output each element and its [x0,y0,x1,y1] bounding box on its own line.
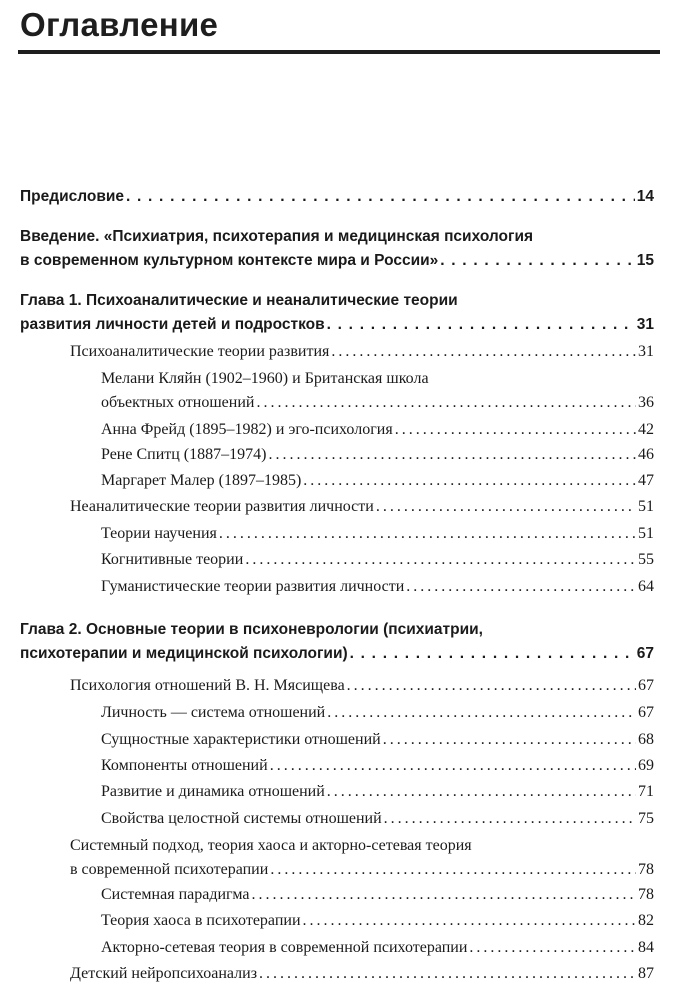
toc-page-number: 42 [638,421,654,438]
toc-entry-title: Акторно-сетевая теория в современной психотерапии [101,939,468,956]
toc-entry[interactable] [101,701,654,725]
toc-entry-title: Свойства целостной системы отношений [101,810,382,827]
toc-entry-title: Психология отношений В. Н. Мясищева [70,677,345,694]
toc-page-number: 31 [638,343,654,360]
dot-leader [219,522,636,546]
toc-page-number: 67 [636,645,654,662]
toc-page-number: 46 [638,446,654,463]
toc-entry-title: Компоненты отношений [101,757,268,774]
toc-entry[interactable] [101,418,654,442]
toc-entry-title-cont: в современном культурном контексте мира и России» [20,252,439,269]
toc-entry[interactable] [20,289,654,337]
dot-leader [327,701,636,725]
dot-leader [303,909,636,933]
toc-entry-title: Когнитивные теории [101,551,244,568]
toc-entry[interactable] [20,185,654,209]
toc-page-number: 14 [636,188,654,205]
toc-entry-title: Системная парадигма [101,886,250,903]
toc-entry[interactable] [70,834,654,882]
toc-entry-title-cont: психотерапии и медицинской психологии) [20,645,348,662]
toc-entry[interactable] [70,340,654,364]
dot-leader [440,249,634,273]
toc-page-number: 87 [638,965,654,982]
toc-entry[interactable] [70,674,654,698]
dot-leader [469,936,636,960]
toc-page-number: 51 [638,525,654,542]
dot-leader [268,443,636,467]
toc-entry[interactable] [101,754,654,778]
toc-page-number: 68 [638,731,654,748]
dot-leader [303,469,636,493]
toc-entry[interactable] [101,367,654,415]
dot-leader [347,674,636,698]
toc-page-number: 75 [638,810,654,827]
dot-leader [270,754,636,778]
toc-page-number: 15 [636,252,654,269]
dot-leader [406,575,636,599]
toc-entry-title: Предисловие [20,188,125,205]
toc-entry[interactable] [20,618,654,666]
toc-entry-title: Маргарет Малер (1897–1985) [101,472,302,489]
dot-leader [331,340,636,364]
dot-leader [252,883,636,907]
dot-leader [395,418,636,442]
toc-entry[interactable] [101,443,654,467]
toc-entry[interactable] [101,548,654,572]
toc-page-number: 67 [638,704,654,721]
toc-entry-title: Введение. «Психиатрия, психотерапия и медицинская психология [20,228,534,245]
toc-entry[interactable] [101,780,654,804]
toc-page-number: 78 [638,886,654,903]
toc-entry-title: Рене Спитц (1887–1974) [101,446,267,463]
toc-entry[interactable] [70,962,654,986]
dot-leader [126,185,635,209]
dot-leader [383,728,636,752]
page-title: Оглавление [20,6,219,43]
toc-entry[interactable] [101,728,654,752]
dot-leader [384,807,636,831]
toc-entry-title-cont: развития личности детей и подростков [20,316,325,333]
toc-entry-title: Теории научения [101,525,217,542]
toc-entry[interactable] [101,522,654,546]
dot-leader [259,962,636,986]
toc-entry-title-cont: объектных отношений [101,394,255,411]
toc-page-number: 55 [638,551,654,568]
toc-entry-title: Развитие и динамика отношений [101,783,325,800]
toc-entry-title: Гуманистические теории развития личности [101,578,405,595]
toc-entry-title: Личность — система отношений [101,704,326,721]
toc-entry[interactable] [101,469,654,493]
toc-page-number: 47 [638,472,654,489]
toc-entry-title: Теория хаоса в психотерапии [101,912,301,929]
dot-leader [327,313,635,337]
toc-entry[interactable] [70,495,654,519]
toc-page-number: 51 [638,498,654,515]
toc-page-number: 78 [638,861,654,878]
toc-entry[interactable] [20,225,654,273]
toc-entry-title: Системный подход, теория хаоса и акторно-сетевая теория [70,837,472,854]
toc-page-number: 69 [638,757,654,774]
toc-entry-title-cont: в современной психотерапии [70,861,269,878]
toc-entry-title: Детский нейропсихоанализ [70,965,258,982]
toc-entry-title: Глава 1. Психоаналитические и неаналитические теории [20,292,458,309]
toc-page-number: 64 [638,578,654,595]
dot-leader [270,858,636,882]
toc-entry[interactable] [101,575,654,599]
toc-page-number: 36 [638,394,654,411]
dot-leader [376,495,636,519]
toc-entry[interactable] [101,883,654,907]
toc-page-number: 84 [638,939,654,956]
toc-entry-title: Сущностные характеристики отношений [101,731,381,748]
toc-entry-title: Психоаналитические теории развития [70,343,330,360]
toc-page-number: 67 [638,677,654,694]
toc-entry-title: Неаналитические теории развития личности [70,498,374,515]
toc-page-number: 71 [638,783,654,800]
toc-entry-title: Мелани Кляйн (1902–1960) и Британская школа [101,370,429,387]
dot-leader [350,642,635,666]
toc-entry[interactable] [101,807,654,831]
toc-entry-title: Глава 2. Основные теории в психоневрологии (психиатрии, [20,621,483,638]
toc-entry-title: Анна Фрейд (1895–1982) и эго-психология [101,421,393,438]
toc-page-number: 82 [638,912,654,929]
toc-entry[interactable] [101,936,654,960]
toc-entry[interactable] [101,909,654,933]
dot-leader [256,391,636,415]
dot-leader [327,780,636,804]
dot-leader [245,548,636,572]
toc-page-number: 31 [636,316,654,333]
